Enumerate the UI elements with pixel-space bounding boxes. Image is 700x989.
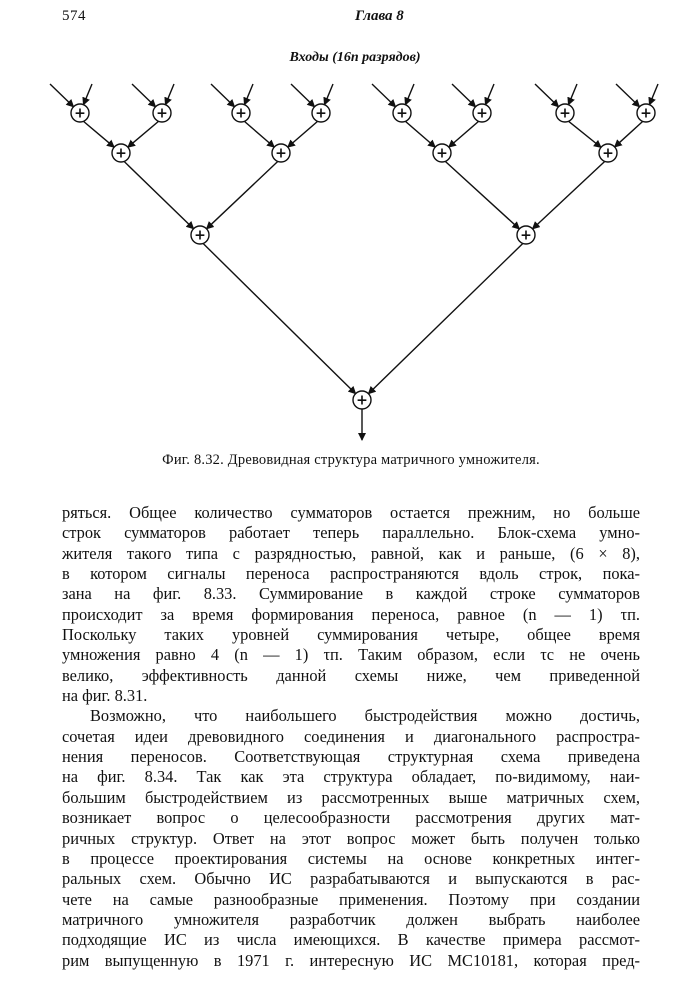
text-line: нения переносов. Соответствующая структурная схема приведена xyxy=(62,747,640,767)
text-line: чете на самые разнообразные применения. Поэтому при создании xyxy=(62,889,640,909)
text-line: Возможно, что наибольшего быстродействия можно достичь, xyxy=(90,706,640,726)
signal-arrow xyxy=(244,84,253,105)
paragraph-1 xyxy=(62,503,640,706)
paragraph-2 xyxy=(62,706,640,970)
text-line: велико, эффективность данной схемы ниже, чем приведенной xyxy=(62,665,640,685)
signal-arrow xyxy=(132,84,156,107)
adder-plus-symbol: + xyxy=(74,105,86,122)
adder-plus-symbol: + xyxy=(235,105,247,122)
signal-arrow xyxy=(211,84,235,107)
figure-inputs-label: Входы (16n разрядов) xyxy=(289,50,421,65)
adder-plus-symbol: + xyxy=(396,105,408,122)
adder-plus-symbol: + xyxy=(115,145,127,162)
signal-arrow xyxy=(368,240,526,393)
adder-node xyxy=(353,391,371,409)
signal-arrow xyxy=(442,158,519,229)
signal-arrow xyxy=(565,118,601,147)
text-line: умножения равно 4 (n — 1) τп. Таким образом, если τс не очень xyxy=(62,645,640,665)
text-line: матричного умножителя разработчик должен выбрать наиболее xyxy=(62,909,640,929)
text-line: ральных схем. Обычно ИС разрабатываются и выпускаются в рас- xyxy=(62,869,640,889)
adder-tree-diagram xyxy=(0,0,700,450)
signal-arrow xyxy=(50,84,74,107)
text-line: возникает вопрос о целесообразности рассмотрения других мат- xyxy=(62,808,640,828)
text-line: строк сумматоров работает теперь параллельно. Блок-схема умно- xyxy=(62,523,640,543)
text-line: на фиг. 8.31. xyxy=(62,686,148,706)
text-line: сочетая идеи древовидного соединения и диагонального распростра- xyxy=(62,726,640,746)
adder-node xyxy=(191,226,209,244)
signal-arrow xyxy=(615,118,646,147)
adder-node xyxy=(232,104,250,122)
body-text xyxy=(62,503,640,971)
text-line: происходит за время формирования переноса, равное (n — 1) τп. xyxy=(62,604,640,624)
text-line: подходящие ИС из числа имеющихся. В качестве примера рассмот- xyxy=(62,930,640,950)
signal-arrow xyxy=(485,84,494,105)
text-line: рим выпущенную в 1971 г. интересную ИС MC10181, которая пред- xyxy=(62,950,640,970)
adder-node xyxy=(556,104,574,122)
signal-arrow xyxy=(128,118,162,147)
signal-arrow xyxy=(405,84,414,105)
adder-plus-symbol: + xyxy=(436,145,448,162)
adder-node xyxy=(599,144,617,162)
text-line: в процессе проектирования системы на основе конкретных интег- xyxy=(62,848,640,868)
signal-arrow xyxy=(449,118,482,147)
signal-arrow xyxy=(452,84,476,107)
text-line: ричных структур. Ответ на этот вопрос может быть получен только xyxy=(62,828,640,848)
adder-node xyxy=(393,104,411,122)
adder-node xyxy=(71,104,89,122)
signal-arrow xyxy=(83,84,92,105)
page-number: 574 xyxy=(62,8,86,24)
signal-arrow xyxy=(402,118,435,147)
adder-node xyxy=(112,144,130,162)
adder-plus-symbol: + xyxy=(156,105,168,122)
signal-arrow xyxy=(207,158,281,228)
adder-plus-symbol: + xyxy=(194,227,206,244)
signal-arrow xyxy=(80,118,114,147)
adder-plus-symbol: + xyxy=(520,227,532,244)
adder-plus-symbol: + xyxy=(602,145,614,162)
adder-node xyxy=(312,104,330,122)
adder-node xyxy=(517,226,535,244)
signal-arrow xyxy=(568,84,577,105)
signal-arrow xyxy=(324,84,333,105)
adder-node xyxy=(637,104,655,122)
signal-arrow xyxy=(649,84,658,105)
text-line: ряться. Общее количество сумматоров остается прежним, но больше xyxy=(62,503,640,522)
signal-arrow xyxy=(121,158,194,228)
text-line: на фиг. 8.34. Так как эта структура обладает, по-видимому, наи- xyxy=(62,767,640,787)
adder-plus-symbol: + xyxy=(640,105,652,122)
adder-node xyxy=(433,144,451,162)
signal-arrow xyxy=(616,84,640,107)
text-line: большим быстродействием из рассмотренных выше матричных схем, xyxy=(62,787,640,807)
text-line: в котором сигналы переноса распространяются вдоль строк, пока- xyxy=(62,564,640,584)
adder-node xyxy=(473,104,491,122)
signal-arrow xyxy=(533,158,608,228)
text-line: Поскольку таких уровней суммирования четыре, общее время xyxy=(62,625,640,645)
figure-caption: Фиг. 8.32. Древовидная структура матричного умножителя. xyxy=(162,452,540,468)
signal-arrow xyxy=(241,118,274,147)
text-line: жителя такого типа с разрядностью, равной, как и раньше, (6 × 8), xyxy=(62,543,640,563)
adder-plus-symbol: + xyxy=(559,105,571,122)
adder-plus-symbol: + xyxy=(275,145,287,162)
adder-node xyxy=(272,144,290,162)
running-head: Глава 8 xyxy=(355,8,404,24)
signal-arrow xyxy=(535,84,559,107)
adder-plus-symbol: + xyxy=(356,392,368,409)
adder-plus-symbol: + xyxy=(315,105,327,122)
signal-arrow xyxy=(372,84,396,107)
signal-arrow xyxy=(165,84,174,105)
signal-arrow xyxy=(200,240,356,393)
adder-node xyxy=(153,104,171,122)
adder-plus-symbol: + xyxy=(476,105,488,122)
signal-arrow xyxy=(288,118,321,147)
text-line: зана на фиг. 8.33. Суммирование в каждой строке сумматоров xyxy=(62,584,640,604)
signal-arrow xyxy=(291,84,315,107)
